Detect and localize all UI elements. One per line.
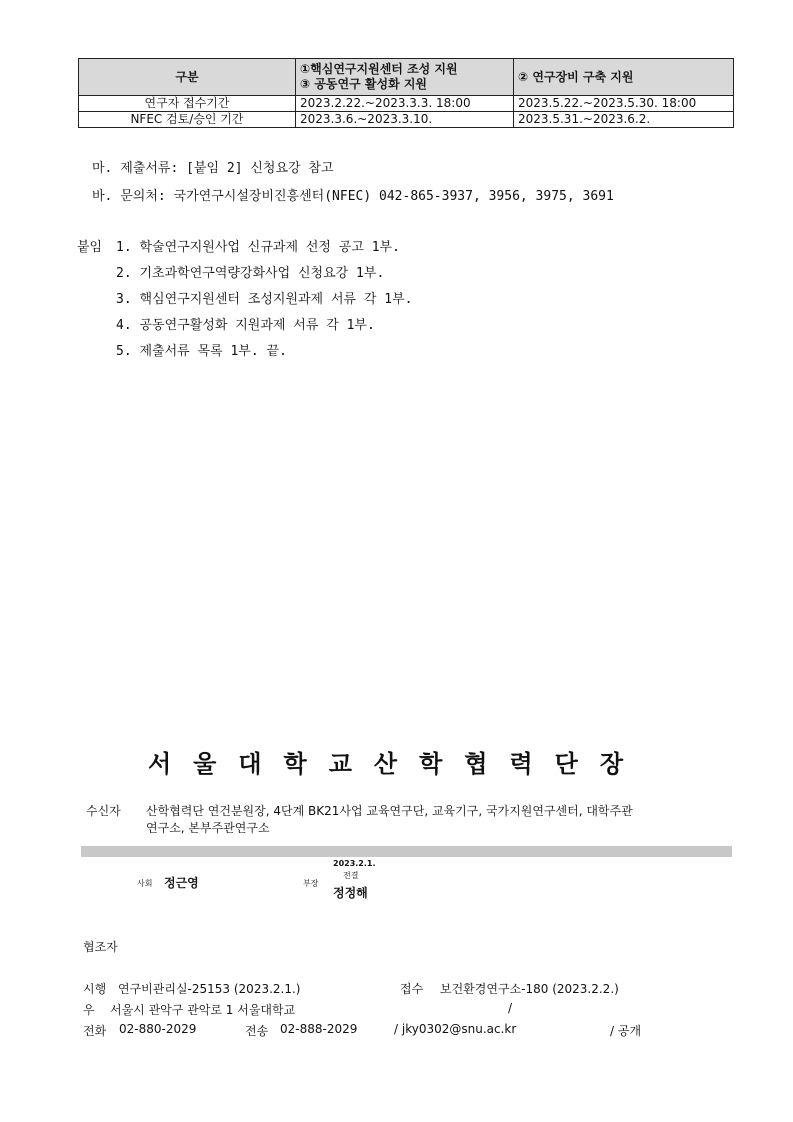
phone-label: 전화 xyxy=(83,1024,107,1038)
address-value: 서울시 관악구 관악로 1 서울대학교 xyxy=(110,1003,296,1017)
row-cell: 2023.2.22.~2023.3.3. 18:00 xyxy=(296,96,514,112)
address-slash: / xyxy=(508,1001,513,1015)
issuer-title: 서울대학교산학협력단장 xyxy=(147,749,646,778)
receive-label: 접수 xyxy=(400,982,424,996)
disclosure-status: / 공개 xyxy=(610,1024,642,1038)
recipients-line1: 산학협력단 연건분원장, 4단계 BK21사업 교육연구단, 교육기구, 국가지원연구센터, 대학주관 xyxy=(146,804,633,818)
table-header-row xyxy=(79,59,734,96)
enforce-label: 시행 xyxy=(83,982,107,996)
table-row xyxy=(79,96,734,112)
recipients-label: 수신자 xyxy=(86,804,121,818)
approver-date: 2023.2.1. xyxy=(333,859,376,868)
attachment-item: 1. 학술연구지원사업 신규과제 선정 공고 1부. xyxy=(116,240,400,255)
header-equipment-support: ② 연구장비 구축 지원 xyxy=(514,59,734,96)
attachment-item: 4. 공동연구활성화 지원과제 서류 각 1부. xyxy=(116,318,375,333)
recipients-line2: 연구소, 본부주관연구소 xyxy=(146,821,270,835)
enforce-value: 연구비관리실-25153 (2023.2.1.) xyxy=(118,982,301,996)
drafter-role: 사회 xyxy=(137,879,153,888)
phone-value: 02-880-2029 xyxy=(119,1022,197,1036)
row-cell: 2023.5.31.~2023.6.2. xyxy=(514,112,734,128)
schedule-table xyxy=(78,58,734,128)
divider-bar xyxy=(81,846,732,857)
attachment-item: 3. 핵심연구지원센터 조성지원과제 서류 각 1부. xyxy=(116,292,413,307)
drafter-name: 정근영 xyxy=(164,876,199,890)
table-row xyxy=(79,112,734,128)
email-link[interactable]: / jky0302@snu.ac.kr xyxy=(394,1022,517,1036)
approver-role: 부장 xyxy=(303,879,319,888)
attachments-lead: 붙임 xyxy=(77,240,103,255)
header-center-support-line2: ③ 공동연구 활성화 지원 xyxy=(300,77,428,91)
fax-label: 전송 xyxy=(245,1024,269,1038)
item-ba-contact: 바. 문의처: 국가연구시설장비진흥센터(NFEC) 042-865-3937, 3956, 3975, 3691 xyxy=(92,189,614,204)
item-ma-submission-docs: 마. 제출서류: [붙임 2] 신청요강 참고 xyxy=(92,161,334,176)
header-gubun: 구분 xyxy=(79,59,296,96)
row-label: NFEC 검토/승인 기간 xyxy=(79,112,296,128)
header-center-support xyxy=(296,59,514,96)
receive-value: 보건환경연구소-180 (2023.2.2.) xyxy=(440,982,619,996)
approver-name: 정정해 xyxy=(333,886,368,900)
row-cell: 2023.3.6.~2023.3.10. xyxy=(296,112,514,128)
attachment-item: 5. 제출서류 목록 1부. 끝. xyxy=(116,344,287,359)
approver-status: 전결 xyxy=(343,871,359,880)
cooperator-label: 협조자 xyxy=(83,940,118,954)
fax-value: 02-888-2029 xyxy=(280,1022,358,1036)
row-label: 연구자 접수기간 xyxy=(79,96,296,112)
header-center-support-line1: ①핵심연구지원센터 조성 지원 xyxy=(300,62,458,76)
attachment-item: 2. 기초과학연구역량강화사업 신청요강 1부. xyxy=(116,266,385,281)
address-label: 우 xyxy=(83,1003,95,1017)
row-cell: 2023.5.22.~2023.5.30. 18:00 xyxy=(514,96,734,112)
